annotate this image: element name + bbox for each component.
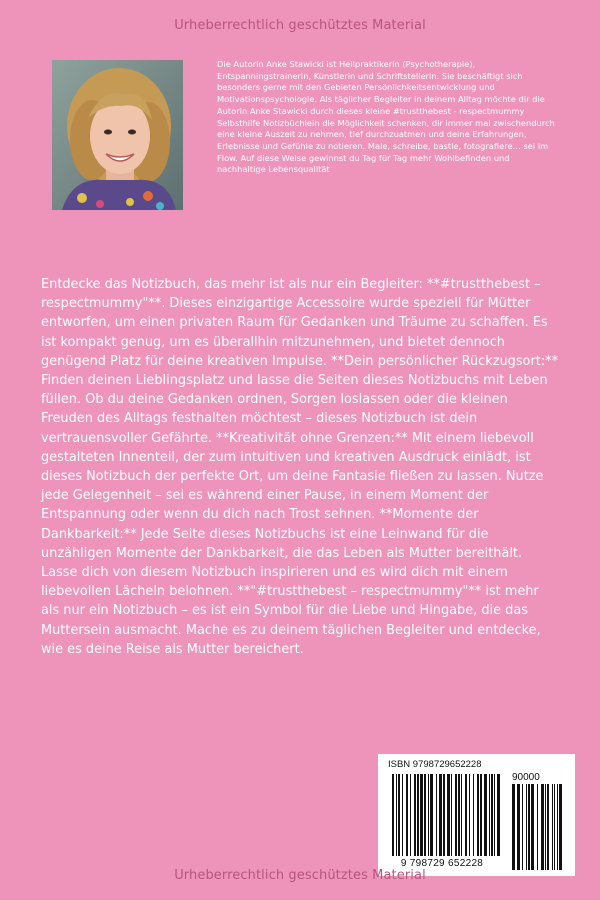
barcode-bar [402, 774, 403, 856]
copyright-watermark-top: Urheberrechtlich geschütztes Material [174, 18, 426, 33]
isbn-barcode-box [378, 754, 575, 876]
barcode-bar [451, 774, 452, 856]
barcode-bar [491, 774, 493, 856]
book-description: Entdecke das Notizbuch, das mehr ist als nur ein Begleiter: **#trustthebest – respectmummy"**. Dieses einzigartige Accessoire wurde speziell für Mütter entworfen, um einen privaten Raum für Gedanken und Träume zu schaffen. Es ist kompakt genug, um es überallhin mitzunehmen, und bietet dennoch genügend Platz für deine kreativen Impulse. **Dein persönlicher Rückzugsort:** Finden deinen Lieblingsplatz und lasse die Seiten dieses Notizbuchs mit Leben füllen. Ob du deine Gedanken ordnen, Sorgen loslassen oder die kleinen Freuden des Alltags festhalten möchtest – dieses Notizbuch ist dein vertrauensvoller Gefährte. **Kreativität ohne Grenzen:** Mit einem liebevoll gestalteten Innenteil, der zum intuitiven und kreativen Ausdruck einlädt, ist dieses Notizbuch der perfekte Ort, um deine Fantasie fließen zu lassen. Nutze jede Gelegenheit – sei es während einer Pause, in einem Moment der Entspannung oder wenn du dich nach Trost sehnen. **Momente der Dankbarkeit:** Jede Seite dieses Notizbuchs ist eine Leinwand für die unzähligen Momente der Dankbarkeit, die das Leben als Mutter bereithält. Lasse dich von diesem Notizbuch inspirieren und es wird dich mit einem liebevollen Lächeln belohnen. **"#trustthebest – respectmummy"** ist mehr als nur ein Notizbuch – es ist ein Symbol für die Liebe und Hingabe, die das Muttersein ausmacht. Mache es zu deinem täglichen Begleiter und entdecke, wie es deine Reise als Mutter bereichert. [41, 277, 559, 657]
barcode-bar [398, 774, 400, 856]
barcode-bar [447, 774, 450, 856]
barcode-bar [473, 774, 474, 856]
barcode-bar [428, 774, 429, 856]
barcode-bar [430, 774, 433, 856]
barcode-bar [528, 784, 530, 870]
barcode-bar [455, 774, 457, 856]
copyright-watermark-bottom: Urheberrechtlich geschütztes Material [174, 868, 426, 883]
barcode-bar [420, 774, 423, 856]
barcode-bar [537, 784, 538, 870]
barcode-bar [554, 784, 555, 870]
barcode-bar [531, 784, 534, 870]
barcode-bar [424, 774, 426, 856]
barcode-bar [512, 784, 515, 870]
barcode-bar [465, 774, 467, 856]
barcode-bar [547, 784, 549, 870]
isbn-label: ISBN 9798729652228 [388, 759, 482, 770]
barcode-bar [557, 784, 558, 870]
barcode-bar [497, 774, 500, 856]
price-code: 90000 [512, 772, 540, 783]
barcode-bar [522, 784, 523, 870]
barcode-bar [545, 784, 546, 870]
barcode-bar [484, 774, 487, 856]
author-photo [52, 60, 183, 210]
barcode-bar [417, 774, 419, 856]
barcode-bar [410, 774, 411, 856]
barcode-bar [517, 784, 520, 870]
barcode-bar [477, 774, 479, 856]
barcode-bar [559, 784, 562, 870]
barcode-bar [541, 784, 544, 870]
barcode-bar [414, 774, 416, 856]
barcode-bar [480, 774, 482, 856]
barcode-bar [392, 774, 394, 856]
barcode-bar [458, 774, 460, 856]
barcode-bar [396, 774, 397, 856]
barcode-bar [489, 774, 490, 856]
barcode-bar [494, 774, 495, 856]
barcode-bar [526, 784, 527, 870]
barcode-bar [552, 784, 553, 870]
barcode-bar [443, 774, 445, 856]
barcode-bar [406, 774, 408, 856]
barcode-bar [469, 774, 470, 856]
author-biography: Die Autorin Anke Stawicki ist Heilpraktikerin (Psychotherapie), Entspanningstrainerin, Künstlerin und Schriftstellerin. Sie beschäftigt sich besonders gerne mit den Gebieten Persönlichkeitsentwicklung und Motivationspsychologie. Als täglicher Begleiter in deinem Alltag möchte dir die Autorin Anke Stawicki durch dieses kleine #trustthebest - respectmummy Selbsthilfe Notizbüchlein die Möglichkeit schenken, dir immer mal zwischendurch eine kleine Auszeit zu nehmen, tief durchzuatmen und deine Erfahrungen, Erlebnisse und Gefühle zu notieren. Male, schreibe, bastle, fotografiere… sei im Flow. Auf diese Weise gewinnst du Tag für Tag mehr Wohlbefinden und nachhaltige Lebensqualität [217, 59, 555, 175]
barcode-digits: 9 798729 652228 [400, 858, 484, 869]
barcode-bar [461, 774, 462, 856]
barcode-bar [439, 774, 442, 856]
barcode-bar [436, 774, 437, 856]
